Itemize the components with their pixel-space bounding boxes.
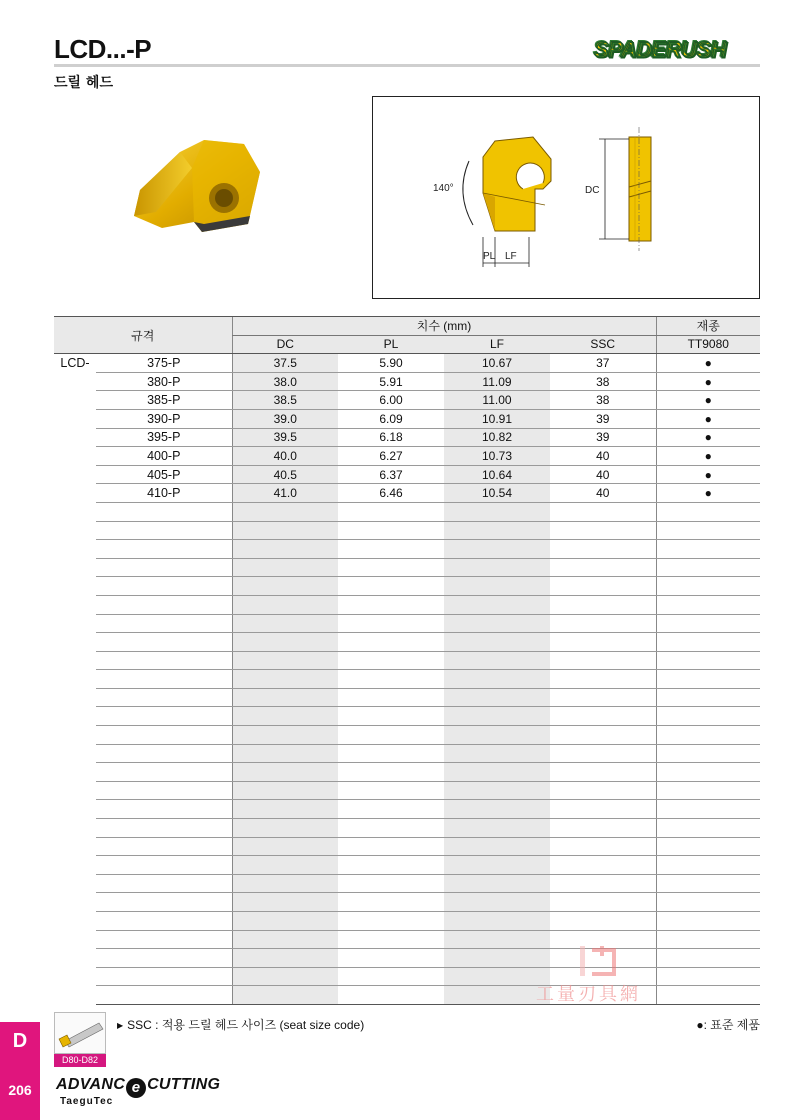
empty-cell <box>656 633 760 652</box>
empty-cell <box>232 856 338 875</box>
empty-cell <box>54 874 96 893</box>
spaderush-logo <box>592 36 762 62</box>
table-row <box>54 409 760 428</box>
ssc-cell: 40 <box>550 484 656 503</box>
empty-cell <box>338 874 444 893</box>
empty-cell <box>550 688 656 707</box>
empty-cell <box>444 986 550 1005</box>
tt9080-cell: ● <box>656 447 760 466</box>
table-row <box>54 354 760 373</box>
empty-cell <box>338 781 444 800</box>
lf-cell: 10.67 <box>444 354 550 373</box>
empty-row <box>54 726 760 745</box>
empty-cell <box>96 651 232 670</box>
empty-cell <box>232 595 338 614</box>
dc-cell: 38.0 <box>232 372 338 391</box>
title-divider <box>54 64 760 67</box>
empty-cell <box>550 837 656 856</box>
empty-cell <box>54 595 96 614</box>
empty-cell <box>444 763 550 782</box>
empty-row <box>54 558 760 577</box>
empty-cell <box>444 651 550 670</box>
empty-cell <box>338 819 444 838</box>
tt9080-cell: ● <box>656 428 760 447</box>
empty-cell <box>96 595 232 614</box>
empty-cell <box>96 577 232 596</box>
table-row <box>54 372 760 391</box>
empty-cell <box>54 930 96 949</box>
empty-cell <box>656 800 760 819</box>
empty-cell <box>96 930 232 949</box>
empty-cell <box>338 967 444 986</box>
lf-cell: 10.54 <box>444 484 550 503</box>
empty-cell <box>656 893 760 912</box>
empty-cell <box>54 893 96 912</box>
empty-row <box>54 874 760 893</box>
empty-cell <box>232 633 338 652</box>
empty-cell <box>550 670 656 689</box>
empty-cell <box>54 800 96 819</box>
empty-cell <box>444 837 550 856</box>
model-cell: 385-P <box>96 391 232 410</box>
empty-row <box>54 800 760 819</box>
lf-cell: 11.09 <box>444 372 550 391</box>
section-thumbnail-label: D80-D82 <box>54 1054 106 1067</box>
empty-row <box>54 651 760 670</box>
empty-cell <box>232 540 338 559</box>
empty-cell <box>444 521 550 540</box>
empty-cell <box>96 763 232 782</box>
empty-cell <box>96 521 232 540</box>
empty-cell <box>338 688 444 707</box>
empty-cell <box>550 595 656 614</box>
model-prefix <box>54 409 96 428</box>
empty-row <box>54 577 760 596</box>
tt9080-cell: ● <box>656 391 760 410</box>
col-lf-header: LF <box>444 335 550 354</box>
table-row <box>54 484 760 503</box>
empty-cell <box>338 670 444 689</box>
empty-cell <box>232 763 338 782</box>
pl-cell: 5.90 <box>338 354 444 373</box>
empty-cell <box>656 912 760 931</box>
empty-cell <box>54 633 96 652</box>
pl-cell: 6.18 <box>338 428 444 447</box>
svg-text:SPADERUSH: SPADERUSH <box>594 37 727 62</box>
empty-cell <box>232 986 338 1005</box>
empty-cell <box>232 930 338 949</box>
col-ssc-header: SSC <box>550 335 656 354</box>
empty-row <box>54 763 760 782</box>
empty-cell <box>550 577 656 596</box>
empty-cell <box>656 837 760 856</box>
empty-cell <box>232 893 338 912</box>
model-cell: 410-P <box>96 484 232 503</box>
empty-cell <box>54 819 96 838</box>
col-tt9080-header: TT9080 <box>656 335 760 354</box>
empty-cell <box>96 893 232 912</box>
empty-cell <box>550 763 656 782</box>
model-prefix <box>54 428 96 447</box>
table-row <box>54 465 760 484</box>
dc-label: DC <box>585 185 600 196</box>
empty-cell <box>232 558 338 577</box>
empty-cell <box>338 577 444 596</box>
empty-cell <box>232 967 338 986</box>
pl-cell: 6.09 <box>338 409 444 428</box>
empty-cell <box>54 986 96 1005</box>
empty-cell <box>232 819 338 838</box>
ssc-cell: 38 <box>550 391 656 410</box>
empty-row <box>54 912 760 931</box>
empty-cell <box>444 874 550 893</box>
empty-cell <box>444 633 550 652</box>
model-prefix <box>54 391 96 410</box>
model-prefix <box>54 447 96 466</box>
empty-cell <box>232 781 338 800</box>
empty-cell <box>54 967 96 986</box>
empty-cell <box>338 558 444 577</box>
ssc-cell: 37 <box>550 354 656 373</box>
empty-cell <box>96 800 232 819</box>
empty-cell <box>444 540 550 559</box>
section-thumbnail[interactable] <box>54 1012 106 1054</box>
empty-cell <box>54 763 96 782</box>
empty-cell <box>656 670 760 689</box>
empty-cell <box>444 744 550 763</box>
empty-cell <box>96 726 232 745</box>
empty-cell <box>444 558 550 577</box>
section-letter: D <box>12 1030 28 1052</box>
tt9080-cell: ● <box>656 354 760 373</box>
empty-row <box>54 837 760 856</box>
empty-cell <box>338 930 444 949</box>
empty-cell <box>96 856 232 875</box>
model-prefix <box>54 372 96 391</box>
empty-cell <box>54 651 96 670</box>
model-cell: 375-P <box>96 354 232 373</box>
empty-cell <box>54 726 96 745</box>
empty-cell <box>96 670 232 689</box>
empty-cell <box>656 688 760 707</box>
pl-cell: 6.37 <box>338 465 444 484</box>
empty-cell <box>550 651 656 670</box>
lf-label: LF <box>505 251 517 262</box>
empty-cell <box>54 744 96 763</box>
empty-cell <box>54 670 96 689</box>
tt9080-cell: ● <box>656 484 760 503</box>
lf-cell: 11.00 <box>444 391 550 410</box>
empty-cell <box>656 874 760 893</box>
logo-e-icon: e <box>126 1078 146 1098</box>
pl-cell: 6.46 <box>338 484 444 503</box>
empty-cell <box>444 688 550 707</box>
empty-cell <box>444 726 550 745</box>
empty-row <box>54 595 760 614</box>
angle-label: 140° <box>433 183 454 194</box>
empty-cell <box>338 521 444 540</box>
empty-cell <box>550 744 656 763</box>
empty-cell <box>232 688 338 707</box>
empty-cell <box>232 837 338 856</box>
empty-cell <box>54 521 96 540</box>
empty-cell <box>54 949 96 968</box>
pl-cell: 5.91 <box>338 372 444 391</box>
page-subtitle: 드릴 헤드 <box>54 75 113 91</box>
empty-cell <box>96 874 232 893</box>
empty-cell <box>550 781 656 800</box>
standard-legend: ●: 표준 제품 <box>696 1018 760 1032</box>
empty-cell <box>550 856 656 875</box>
empty-cell <box>54 577 96 596</box>
page-number: 206 <box>8 1082 32 1098</box>
model-cell: 380-P <box>96 372 232 391</box>
empty-row <box>54 856 760 875</box>
dc-cell: 37.5 <box>232 354 338 373</box>
col-spec-header: 규격 <box>54 317 232 354</box>
empty-row <box>54 614 760 633</box>
ssc-cell: 39 <box>550 428 656 447</box>
empty-cell <box>338 633 444 652</box>
tt9080-cell: ● <box>656 372 760 391</box>
empty-cell <box>656 502 760 521</box>
dc-cell: 38.5 <box>232 391 338 410</box>
empty-cell <box>338 651 444 670</box>
tt9080-cell: ● <box>656 465 760 484</box>
empty-row <box>54 744 760 763</box>
empty-cell <box>54 558 96 577</box>
empty-cell <box>550 558 656 577</box>
empty-cell <box>656 521 760 540</box>
empty-cell <box>656 856 760 875</box>
empty-cell <box>54 781 96 800</box>
empty-cell <box>96 949 232 968</box>
ssc-cell: 40 <box>550 447 656 466</box>
empty-cell <box>656 763 760 782</box>
empty-cell <box>338 763 444 782</box>
model-prefix <box>54 465 96 484</box>
empty-cell <box>232 912 338 931</box>
empty-row <box>54 633 760 652</box>
empty-cell <box>444 856 550 875</box>
empty-cell <box>96 707 232 726</box>
table-row <box>54 391 760 410</box>
empty-cell <box>96 502 232 521</box>
empty-cell <box>338 949 444 968</box>
empty-cell <box>54 540 96 559</box>
empty-cell <box>444 930 550 949</box>
ssc-cell: 40 <box>550 465 656 484</box>
empty-cell <box>550 614 656 633</box>
empty-cell <box>232 577 338 596</box>
empty-cell <box>54 912 96 931</box>
empty-cell <box>444 967 550 986</box>
table-row <box>54 447 760 466</box>
empty-cell <box>96 558 232 577</box>
empty-cell <box>656 614 760 633</box>
dimension-diagram <box>372 96 760 299</box>
empty-cell <box>444 670 550 689</box>
empty-cell <box>550 633 656 652</box>
ssc-cell: 38 <box>550 372 656 391</box>
dc-cell: 41.0 <box>232 484 338 503</box>
table-row <box>54 428 760 447</box>
empty-cell <box>656 726 760 745</box>
empty-cell <box>96 633 232 652</box>
col-grade-header: 재종 <box>656 317 760 336</box>
dc-cell: 39.0 <box>232 409 338 428</box>
empty-cell <box>656 744 760 763</box>
empty-cell <box>444 912 550 931</box>
dc-cell: 39.5 <box>232 428 338 447</box>
model-cell: 395-P <box>96 428 232 447</box>
empty-cell <box>338 540 444 559</box>
empty-cell <box>550 521 656 540</box>
empty-cell <box>550 726 656 745</box>
empty-cell <box>444 502 550 521</box>
empty-cell <box>54 707 96 726</box>
empty-cell <box>444 819 550 838</box>
col-dc-header: DC <box>232 335 338 354</box>
empty-cell <box>54 502 96 521</box>
lf-cell: 10.91 <box>444 409 550 428</box>
empty-cell <box>444 781 550 800</box>
lf-cell: 10.82 <box>444 428 550 447</box>
empty-cell <box>444 949 550 968</box>
empty-cell <box>338 707 444 726</box>
empty-row <box>54 670 760 689</box>
empty-cell <box>444 800 550 819</box>
empty-cell <box>96 837 232 856</box>
dc-cell: 40.5 <box>232 465 338 484</box>
empty-cell <box>232 651 338 670</box>
page-title: LCD...-P <box>54 34 152 64</box>
model-prefix <box>54 484 96 503</box>
empty-cell <box>338 726 444 745</box>
empty-cell <box>96 614 232 633</box>
empty-cell <box>444 707 550 726</box>
empty-cell <box>550 912 656 931</box>
empty-cell <box>96 912 232 931</box>
empty-cell <box>338 986 444 1005</box>
empty-cell <box>54 837 96 856</box>
empty-cell <box>656 781 760 800</box>
empty-cell <box>444 893 550 912</box>
col-dims-header: 치수 (mm) <box>232 317 656 336</box>
empty-cell <box>338 502 444 521</box>
model-cell: 405-P <box>96 465 232 484</box>
empty-cell <box>550 819 656 838</box>
empty-cell <box>54 614 96 633</box>
pl-label: PL <box>483 251 496 262</box>
model-cell: 390-P <box>96 409 232 428</box>
empty-cell <box>656 707 760 726</box>
empty-cell <box>444 577 550 596</box>
empty-cell <box>232 744 338 763</box>
pl-cell: 6.27 <box>338 447 444 466</box>
empty-cell <box>338 856 444 875</box>
empty-cell <box>232 949 338 968</box>
dc-cell: 40.0 <box>232 447 338 466</box>
empty-cell <box>550 502 656 521</box>
empty-cell <box>444 595 550 614</box>
taegutec-logo: TaeguTec <box>60 1096 114 1107</box>
ssc-cell: 39 <box>550 409 656 428</box>
empty-cell <box>232 614 338 633</box>
pl-cell: 6.00 <box>338 391 444 410</box>
empty-cell <box>656 540 760 559</box>
tt9080-cell: ● <box>656 409 760 428</box>
empty-cell <box>96 688 232 707</box>
empty-cell <box>232 726 338 745</box>
ssc-footnote: ▶ SSC : 적용 드릴 헤드 사이즈 (seat size code) <box>117 1018 365 1032</box>
empty-cell <box>338 595 444 614</box>
empty-cell <box>656 651 760 670</box>
empty-cell <box>338 614 444 633</box>
empty-cell <box>338 800 444 819</box>
empty-cell <box>656 558 760 577</box>
empty-cell <box>54 856 96 875</box>
empty-row <box>54 893 760 912</box>
empty-cell <box>338 893 444 912</box>
model-prefix: LCD- <box>60 356 90 371</box>
empty-cell <box>96 744 232 763</box>
empty-cell <box>232 502 338 521</box>
empty-cell <box>550 800 656 819</box>
empty-cell <box>96 986 232 1005</box>
empty-cell <box>96 819 232 838</box>
empty-cell <box>444 614 550 633</box>
empty-cell <box>550 540 656 559</box>
lf-cell: 10.73 <box>444 447 550 466</box>
empty-cell <box>96 540 232 559</box>
empty-cell <box>232 670 338 689</box>
empty-cell <box>338 837 444 856</box>
empty-cell <box>656 577 760 596</box>
empty-cell <box>232 874 338 893</box>
empty-cell <box>656 819 760 838</box>
empty-cell <box>54 688 96 707</box>
empty-cell <box>232 707 338 726</box>
watermark-text: 工量刃具網 <box>536 984 641 1005</box>
spec-table <box>54 316 760 1005</box>
advance-cutting-logo: ADVANC e CUTTING <box>56 1076 221 1096</box>
empty-cell <box>550 874 656 893</box>
model-cell: 400-P <box>96 447 232 466</box>
empty-row <box>54 502 760 521</box>
empty-row <box>54 688 760 707</box>
empty-cell <box>96 967 232 986</box>
empty-cell <box>96 781 232 800</box>
empty-cell <box>232 521 338 540</box>
empty-row <box>54 819 760 838</box>
lf-cell: 10.64 <box>444 465 550 484</box>
empty-row <box>54 707 760 726</box>
col-pl-header: PL <box>338 335 444 354</box>
triangle-bullet-icon: ▶ <box>117 1021 124 1030</box>
empty-cell <box>232 800 338 819</box>
empty-row <box>54 781 760 800</box>
empty-cell <box>338 912 444 931</box>
empty-cell <box>550 893 656 912</box>
empty-row <box>54 521 760 540</box>
drill-head-photo <box>132 128 264 238</box>
empty-cell <box>656 595 760 614</box>
empty-cell <box>338 744 444 763</box>
empty-cell <box>550 707 656 726</box>
empty-row <box>54 540 760 559</box>
